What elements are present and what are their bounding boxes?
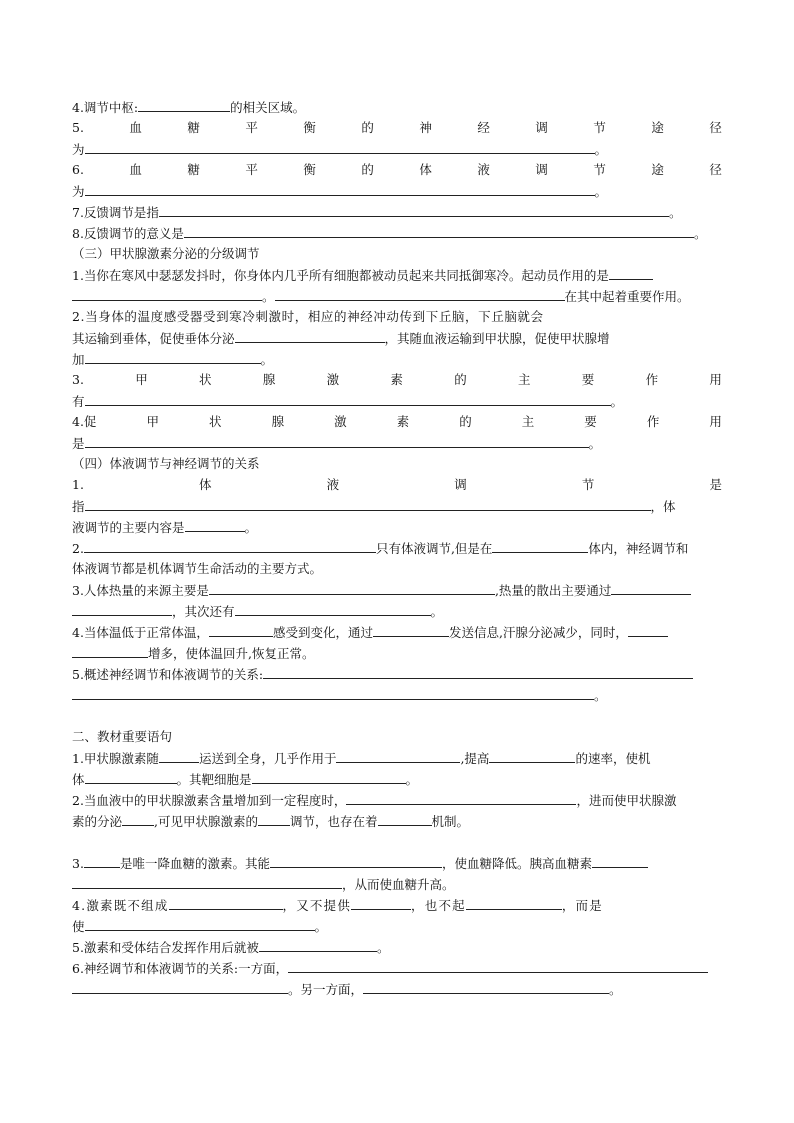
question-text: 。 — [262, 289, 275, 304]
char: 的 — [361, 162, 374, 177]
char: 用 — [709, 414, 722, 429]
answer-blank[interactable] — [288, 958, 708, 973]
char: 5. — [72, 120, 84, 135]
answer-blank[interactable] — [235, 601, 431, 616]
question-text: 。 — [609, 982, 622, 997]
question-text: ，从而使血糖升高。 — [342, 877, 455, 892]
question-line — [72, 601, 722, 621]
question-line — [72, 937, 722, 957]
char: 径 — [709, 120, 722, 135]
question-text: 的相关区域。 — [230, 100, 306, 115]
char: 作 — [645, 372, 659, 387]
answer-blank[interactable] — [466, 895, 562, 910]
question-text: 指 — [72, 499, 85, 514]
char: 平 — [245, 162, 258, 177]
answer-blank[interactable] — [628, 622, 668, 637]
char: 调 — [454, 477, 467, 492]
answer-blank[interactable] — [270, 853, 442, 868]
char: 1. — [72, 477, 84, 492]
question-text: ,提高 — [460, 751, 490, 766]
answer-blank[interactable] — [169, 895, 283, 910]
question-line: 体液调节都是机体调节生命活动的主要方式。 — [72, 561, 323, 576]
char: 的 — [459, 414, 472, 429]
question-text: 1.当你在寒风中瑟瑟发抖时，你身体内几乎所有细胞都被动员起来共同抵御寒冷。起动员作用的是 — [72, 268, 609, 283]
question-line — [72, 916, 722, 936]
answer-blank[interactable] — [492, 538, 588, 553]
char: 甲 — [135, 372, 148, 387]
char: 状 — [199, 372, 212, 387]
question-text: 6.神经调节和体液调节的关系:一方面， — [72, 961, 289, 976]
answer-blank[interactable] — [85, 433, 589, 448]
answer-blank[interactable] — [275, 286, 565, 301]
char: 要 — [584, 414, 597, 429]
char: 主 — [521, 414, 535, 429]
question-line — [72, 580, 722, 600]
question-text: 。 — [668, 205, 682, 220]
question-line — [72, 874, 722, 894]
answer-blank[interactable] — [72, 601, 172, 616]
char: 节 — [593, 120, 606, 135]
question-text: ，也不起 — [411, 898, 466, 913]
answer-blank[interactable] — [138, 97, 230, 112]
question-text: 。 — [430, 604, 444, 619]
section-heading: （四）体液调节与神经调节的关系 — [72, 456, 260, 471]
question-line: 2.当身体的温度感受器受到寒冷刺激时，相应的神经冲动传到下丘脑，下丘脑就会 — [72, 309, 544, 324]
answer-blank[interactable] — [159, 748, 199, 763]
char: 血 — [129, 162, 142, 177]
question-text: 8.反馈调节的意义是 — [72, 226, 184, 241]
answer-blank[interactable] — [85, 181, 595, 196]
answer-blank[interactable] — [346, 790, 576, 805]
question-line — [72, 643, 722, 663]
question-text: 1.甲状腺激素随 — [72, 751, 159, 766]
answer-blank[interactable] — [363, 979, 609, 994]
answer-blank[interactable] — [209, 580, 495, 595]
justified-line — [72, 475, 722, 495]
question-text: 发送信息,汗腺分泌减少，同时， — [448, 625, 628, 640]
answer-blank[interactable] — [592, 853, 648, 868]
question-line — [72, 748, 722, 768]
question-text: 。 — [314, 919, 328, 934]
question-line — [72, 958, 722, 978]
char: 衡 — [303, 162, 316, 177]
question-text: 体内，神经调节和 — [588, 541, 689, 556]
question-line — [72, 979, 722, 999]
question-text: ，其次还有 — [172, 604, 235, 619]
char: 4.促 — [72, 414, 97, 429]
char: 体 — [419, 162, 432, 177]
question-line — [72, 769, 722, 789]
answer-blank[interactable] — [373, 622, 449, 637]
question-text: 3. — [72, 856, 84, 871]
question-text: ，又不提供 — [282, 898, 352, 913]
question-text: 。 — [588, 436, 602, 451]
question-text: 是 — [72, 436, 85, 451]
answer-blank[interactable] — [252, 769, 406, 784]
char: 腺 — [262, 372, 276, 387]
answer-blank[interactable] — [72, 874, 342, 889]
question-line — [72, 391, 722, 411]
question-line — [72, 664, 722, 684]
question-text: 的速率，使机 — [575, 751, 651, 766]
answer-blank[interactable] — [184, 223, 694, 238]
char: 径 — [709, 162, 722, 177]
question-line — [72, 202, 722, 222]
answer-blank[interactable] — [72, 643, 148, 658]
question-line — [72, 265, 722, 285]
question-text: 4.激素既不组成 — [72, 898, 169, 913]
question-text: 其运输到垂体，促使垂体分泌 — [72, 331, 235, 346]
answer-blank[interactable] — [72, 979, 288, 994]
justified-line — [72, 370, 722, 390]
question-text: 。 — [594, 142, 608, 157]
question-text: 。 — [376, 940, 390, 955]
question-text: 。 — [693, 226, 707, 241]
question-text: 5.激素和受体结合发挥作用后就被 — [72, 940, 259, 955]
question-text: 。 — [594, 184, 608, 199]
question-text: 7.反馈调节是指 — [72, 205, 159, 220]
question-text: 体 — [72, 772, 85, 787]
question-text: 4.调节中枢: — [72, 100, 139, 115]
char: 的 — [454, 372, 467, 387]
char: 是 — [709, 477, 722, 492]
answer-blank[interactable] — [351, 895, 411, 910]
justified-line — [72, 118, 722, 138]
question-text: 为 — [72, 184, 85, 199]
answer-blank[interactable] — [122, 811, 154, 826]
char: 状 — [209, 414, 222, 429]
question-line — [72, 97, 722, 117]
question-text: 。 — [260, 352, 274, 367]
question-line — [72, 286, 722, 306]
char: 途 — [651, 162, 664, 177]
answer-blank[interactable] — [85, 769, 177, 784]
char: 体 — [199, 477, 212, 492]
question-text: 2. — [72, 541, 84, 556]
char: 要 — [581, 372, 595, 387]
answer-blank[interactable] — [336, 748, 460, 763]
char: 调 — [535, 162, 548, 177]
question-text: 4.当体温低于正常体温， — [72, 625, 209, 640]
question-line — [72, 496, 722, 516]
question-line — [72, 433, 722, 453]
answer-blank[interactable] — [611, 580, 691, 595]
char: 糖 — [187, 120, 200, 135]
char: 血 — [129, 120, 142, 135]
question-text: ，使血糖降低。胰高血糖素 — [441, 856, 592, 871]
char: 液 — [477, 162, 490, 177]
char: 主 — [518, 372, 531, 387]
question-text: 只有体液调节,但是在 — [375, 541, 493, 556]
justified-line — [72, 412, 722, 432]
question-line — [72, 139, 722, 159]
question-text: 为 — [72, 142, 85, 157]
question-text: 是唯一降血糖的激素。其能 — [119, 856, 270, 871]
question-text: 素的分泌 — [72, 814, 123, 829]
question-text: 。其靶细胞是 — [176, 772, 252, 787]
question-line — [72, 181, 722, 201]
answer-blank[interactable] — [185, 517, 245, 532]
char: 糖 — [187, 162, 200, 177]
char: 激 — [334, 414, 347, 429]
section-heading: （三）甲状腺激素分泌的分级调节 — [72, 246, 260, 261]
question-text: ,热量的散出主要通过 — [494, 583, 612, 598]
char: 平 — [245, 120, 258, 135]
question-text: 。 — [610, 394, 624, 409]
question-text: 。另一方面， — [288, 982, 364, 997]
question-text: 使 — [72, 919, 85, 934]
question-text: 机制。 — [431, 814, 470, 829]
question-text: ，其随血液运输到甲状腺，促使甲状腺增 — [384, 331, 610, 346]
char: 作 — [646, 414, 660, 429]
answer-blank[interactable] — [263, 664, 693, 679]
answer-blank[interactable] — [72, 685, 594, 700]
answer-blank[interactable] — [85, 139, 595, 154]
section-heading: 二、教材重要语句 — [72, 729, 173, 744]
answer-blank[interactable] — [85, 391, 611, 406]
answer-blank[interactable] — [258, 811, 290, 826]
answer-blank[interactable] — [84, 853, 120, 868]
char: 甲 — [146, 414, 159, 429]
question-text: 5.概述神经调节和体液调节的关系: — [72, 667, 264, 682]
answer-blank[interactable] — [378, 811, 432, 826]
answer-blank[interactable] — [259, 937, 377, 952]
question-line — [72, 349, 722, 369]
char: 液 — [326, 477, 340, 492]
answer-blank[interactable] — [235, 328, 385, 343]
char: 素 — [390, 372, 403, 387]
question-text: 。 — [405, 772, 419, 787]
question-text: 加 — [72, 352, 85, 367]
char: 3. — [72, 372, 84, 387]
question-text: 。 — [244, 520, 258, 535]
question-text: ，而是 — [561, 898, 603, 913]
question-text: 2.当血液中的甲状腺激素含量增加到一定程度时， — [72, 793, 347, 808]
answer-blank[interactable] — [159, 202, 669, 217]
answer-blank[interactable] — [489, 748, 575, 763]
answer-blank[interactable] — [85, 496, 651, 511]
char: 素 — [396, 414, 410, 429]
char: 6. — [72, 162, 84, 177]
answer-blank[interactable] — [85, 916, 315, 931]
question-line — [72, 790, 722, 810]
question-line — [72, 328, 722, 348]
question-line — [72, 517, 722, 537]
question-text: ,可见甲状腺激素的 — [154, 814, 258, 829]
char: 激 — [326, 372, 340, 387]
question-line — [72, 622, 722, 642]
question-text: ，进而使甲状腺激 — [576, 793, 677, 808]
answer-blank[interactable] — [209, 622, 273, 637]
answer-blank[interactable] — [84, 538, 376, 553]
question-text: 有 — [72, 394, 85, 409]
question-text: 感受到变化，通过 — [272, 625, 373, 640]
char: 调 — [535, 120, 548, 135]
question-line — [72, 538, 722, 558]
answer-blank[interactable] — [609, 265, 653, 280]
question-line — [72, 811, 722, 831]
char: 途 — [651, 120, 664, 135]
question-line — [72, 853, 722, 873]
question-line — [72, 223, 722, 243]
answer-blank[interactable] — [85, 349, 261, 364]
char: 的 — [361, 120, 374, 135]
question-line — [72, 895, 722, 915]
question-line — [72, 685, 722, 705]
justified-line — [72, 160, 722, 180]
question-text: 液调节的主要内容是 — [72, 520, 185, 535]
question-text: ，体 — [650, 499, 676, 514]
char: 神 — [419, 120, 432, 135]
question-text: 3.人体热量的来源主要是 — [72, 583, 209, 598]
answer-blank[interactable] — [72, 286, 262, 301]
char: 衡 — [303, 120, 316, 135]
question-text: 增多，使体温回升,恢复正常。 — [148, 646, 315, 661]
question-text: 。 — [594, 688, 607, 703]
question-text: 调节，也存在着 — [290, 814, 378, 829]
char: 节 — [593, 162, 606, 177]
question-text: 运送到全身，几乎作用于 — [198, 751, 337, 766]
char: 腺 — [271, 414, 285, 429]
question-text: 在其中起着重要作用。 — [564, 289, 690, 304]
char: 经 — [477, 120, 490, 135]
char: 用 — [709, 372, 722, 387]
char: 节 — [581, 477, 595, 492]
